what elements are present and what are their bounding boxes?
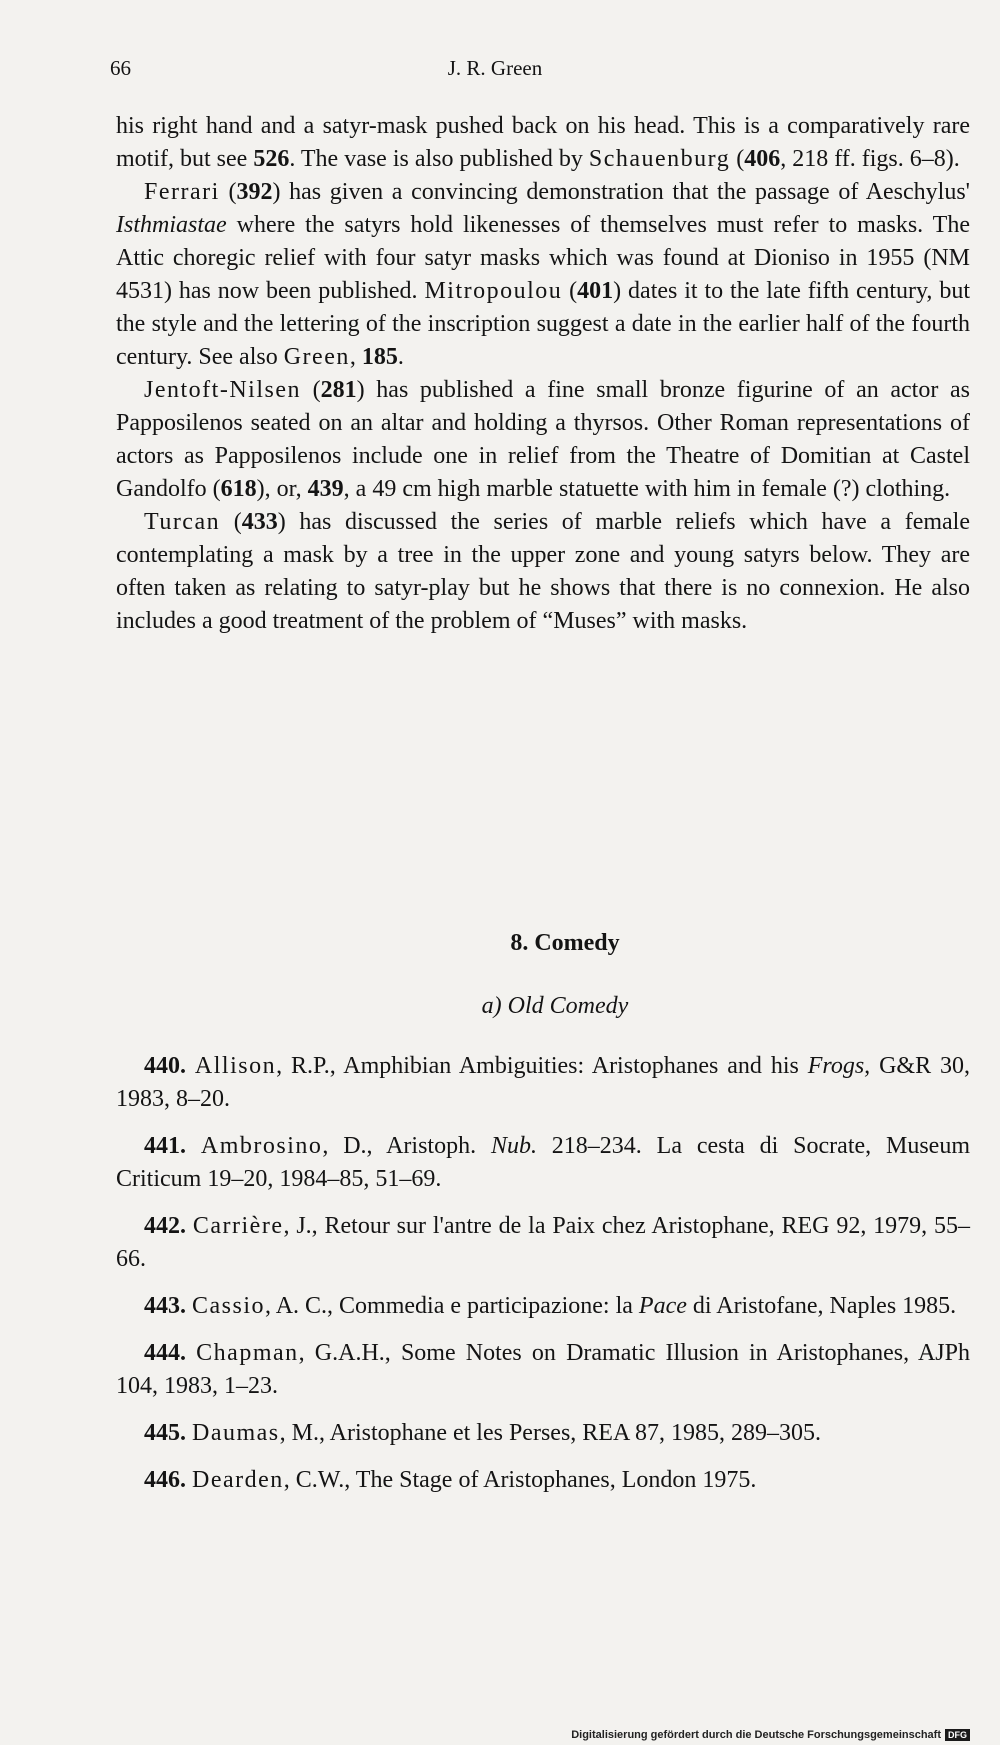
dfg-logo: DFG	[945, 1729, 970, 1741]
italic-title: Isthmiastae	[116, 212, 227, 238]
text-run: where the satyrs hold likenesses of themselves must refer to masks. The Attic choregic relief with four satyr masks which was found at Dioniso in 1955 (NM 4531) has now been published.	[116, 212, 970, 304]
entry-author: Allison	[194, 1053, 277, 1079]
bibliography-entry	[116, 1417, 970, 1450]
entry-number: 442.	[144, 1213, 193, 1239]
cross-reference: 406	[744, 146, 781, 172]
cross-reference: 433	[241, 509, 278, 535]
digitization-footer	[571, 1729, 970, 1741]
bibliography-entry	[116, 1130, 970, 1196]
paragraph	[116, 176, 970, 374]
cross-reference: 392	[236, 179, 273, 205]
entry-author: Ambrosino	[200, 1133, 323, 1159]
entry-number: 441.	[144, 1133, 201, 1159]
text-run: (	[300, 377, 321, 403]
cross-reference: 439	[307, 476, 344, 502]
author-name: Jentoft-Nilsen	[144, 377, 301, 403]
entry-author: Carrière	[192, 1213, 284, 1239]
subsection-title: a) Old Comedy	[481, 993, 629, 1019]
bibliography-entry	[116, 1464, 970, 1497]
text-run: (	[730, 146, 745, 172]
author-name: Green	[283, 344, 350, 370]
text-run: , G.A.H., Some Notes on Dramatic Illusion in Aristophanes, AJPh 104, 1983, 1–23.	[116, 1340, 970, 1399]
author-name: Mitropoulou	[424, 278, 563, 304]
footer-text: Digitalisierung gefördert durch die Deutsche Forschungsgemeinschaft	[571, 1729, 941, 1741]
section-title: 8. Comedy	[510, 930, 620, 956]
text-run: ,	[349, 344, 362, 370]
text-run: di Aristofane, Naples 1985.	[686, 1293, 957, 1319]
text-run: G&R 30, 1983, 8–20.	[116, 1053, 970, 1112]
text-run: , D., Aristoph.	[322, 1133, 491, 1159]
text-run: , C.W., The Stage of Aristophanes, London 1975.	[283, 1467, 757, 1493]
text-run: , a 49 cm high marble statuette with him in female (?) clothing.	[343, 476, 951, 502]
text-run: , A. C., Commedia e participazione: la	[265, 1293, 639, 1319]
cross-reference: 401	[577, 278, 614, 304]
entry-number: 446.	[144, 1467, 192, 1493]
text-run: , J., Retour sur l'antre de la Paix chez Aristophane, REG 92, 1979, 55–66.	[116, 1213, 971, 1272]
entry-author: Chapman	[196, 1340, 299, 1366]
author-name: Ferrari	[144, 179, 220, 205]
text-run: (	[220, 509, 242, 535]
text-run: , R.P., Amphibian Ambiguities: Aristophanes and his	[276, 1053, 808, 1079]
entry-number: 445.	[144, 1420, 192, 1446]
entry-author: Dearden	[192, 1467, 284, 1493]
text-run: ), or,	[256, 476, 308, 502]
text-run: ) has discussed the series of marble reliefs which have a female contemplating a mask by a tree in the upper zone and young satyrs below. They are often taken as relating to satyr-play but he shows that there is no connexion. He also includes a good treatment of the problem of “Muses” with masks.	[116, 509, 970, 634]
text-run: ) dates it to the late fifth century, but the style and the lettering of the inscription suggest a date in the earlier half of the fourth century. See also	[116, 278, 970, 370]
text-run: 218–234. La cesta di Socrate, Museum Criticum 19–20, 1984–85, 51–69.	[116, 1133, 970, 1192]
italic-title: Frogs,	[807, 1053, 871, 1079]
entry-number: 443.	[144, 1293, 192, 1319]
subsection-heading	[0, 993, 1000, 1020]
page-number: 66	[110, 56, 131, 80]
text-run: . The vase is also published by	[289, 146, 589, 172]
bibliography-entry	[116, 1210, 970, 1276]
running-head-author: J. R. Green	[447, 56, 543, 80]
bibliography-entry	[116, 1290, 970, 1323]
entry-author: Cassio	[192, 1293, 266, 1319]
cross-reference: 618	[220, 476, 257, 502]
cross-reference: 281	[320, 377, 357, 403]
paragraph	[116, 506, 970, 638]
entry-author: Daumas	[192, 1420, 280, 1446]
body-text	[116, 110, 970, 638]
paragraph	[116, 374, 970, 506]
text-run: ) has given a convincing demonstration that the passage of Aeschylus'	[272, 179, 971, 205]
italic-title: Nub.	[490, 1133, 537, 1159]
text-run: , 218 ff. figs. 6–8).	[780, 146, 960, 172]
paragraph	[116, 110, 970, 176]
bibliography-list	[116, 1050, 970, 1511]
italic-title: Pace	[638, 1293, 687, 1319]
text-run: (	[562, 278, 578, 304]
cross-reference: 526	[253, 146, 290, 172]
section-heading	[0, 930, 1000, 957]
author-name: Schauenburg	[588, 146, 731, 172]
text-run: .	[397, 344, 404, 370]
bibliography-entry	[116, 1337, 970, 1403]
bibliography-entry	[116, 1050, 970, 1116]
cross-reference: 185	[361, 344, 398, 370]
text-run: ) has published a fine small bronze figurine of an actor as Papposilenos seated on an altar and holding a thyrsos. Other Roman representations of actors as Papposilenos include one in relief from the Theatre of Domitian at Castel Gandolfo (	[116, 377, 970, 502]
entry-number: 440.	[144, 1053, 195, 1079]
text-run: (	[219, 179, 237, 205]
entry-number: 444.	[144, 1340, 197, 1366]
author-name: Turcan	[144, 509, 221, 535]
text-run: , M., Aristophane et les Perses, REA 87, 1985, 289–305.	[279, 1420, 821, 1446]
text-run: his right hand and a satyr-mask pushed back on his head. This is a comparatively rare motif, but see	[116, 113, 970, 172]
